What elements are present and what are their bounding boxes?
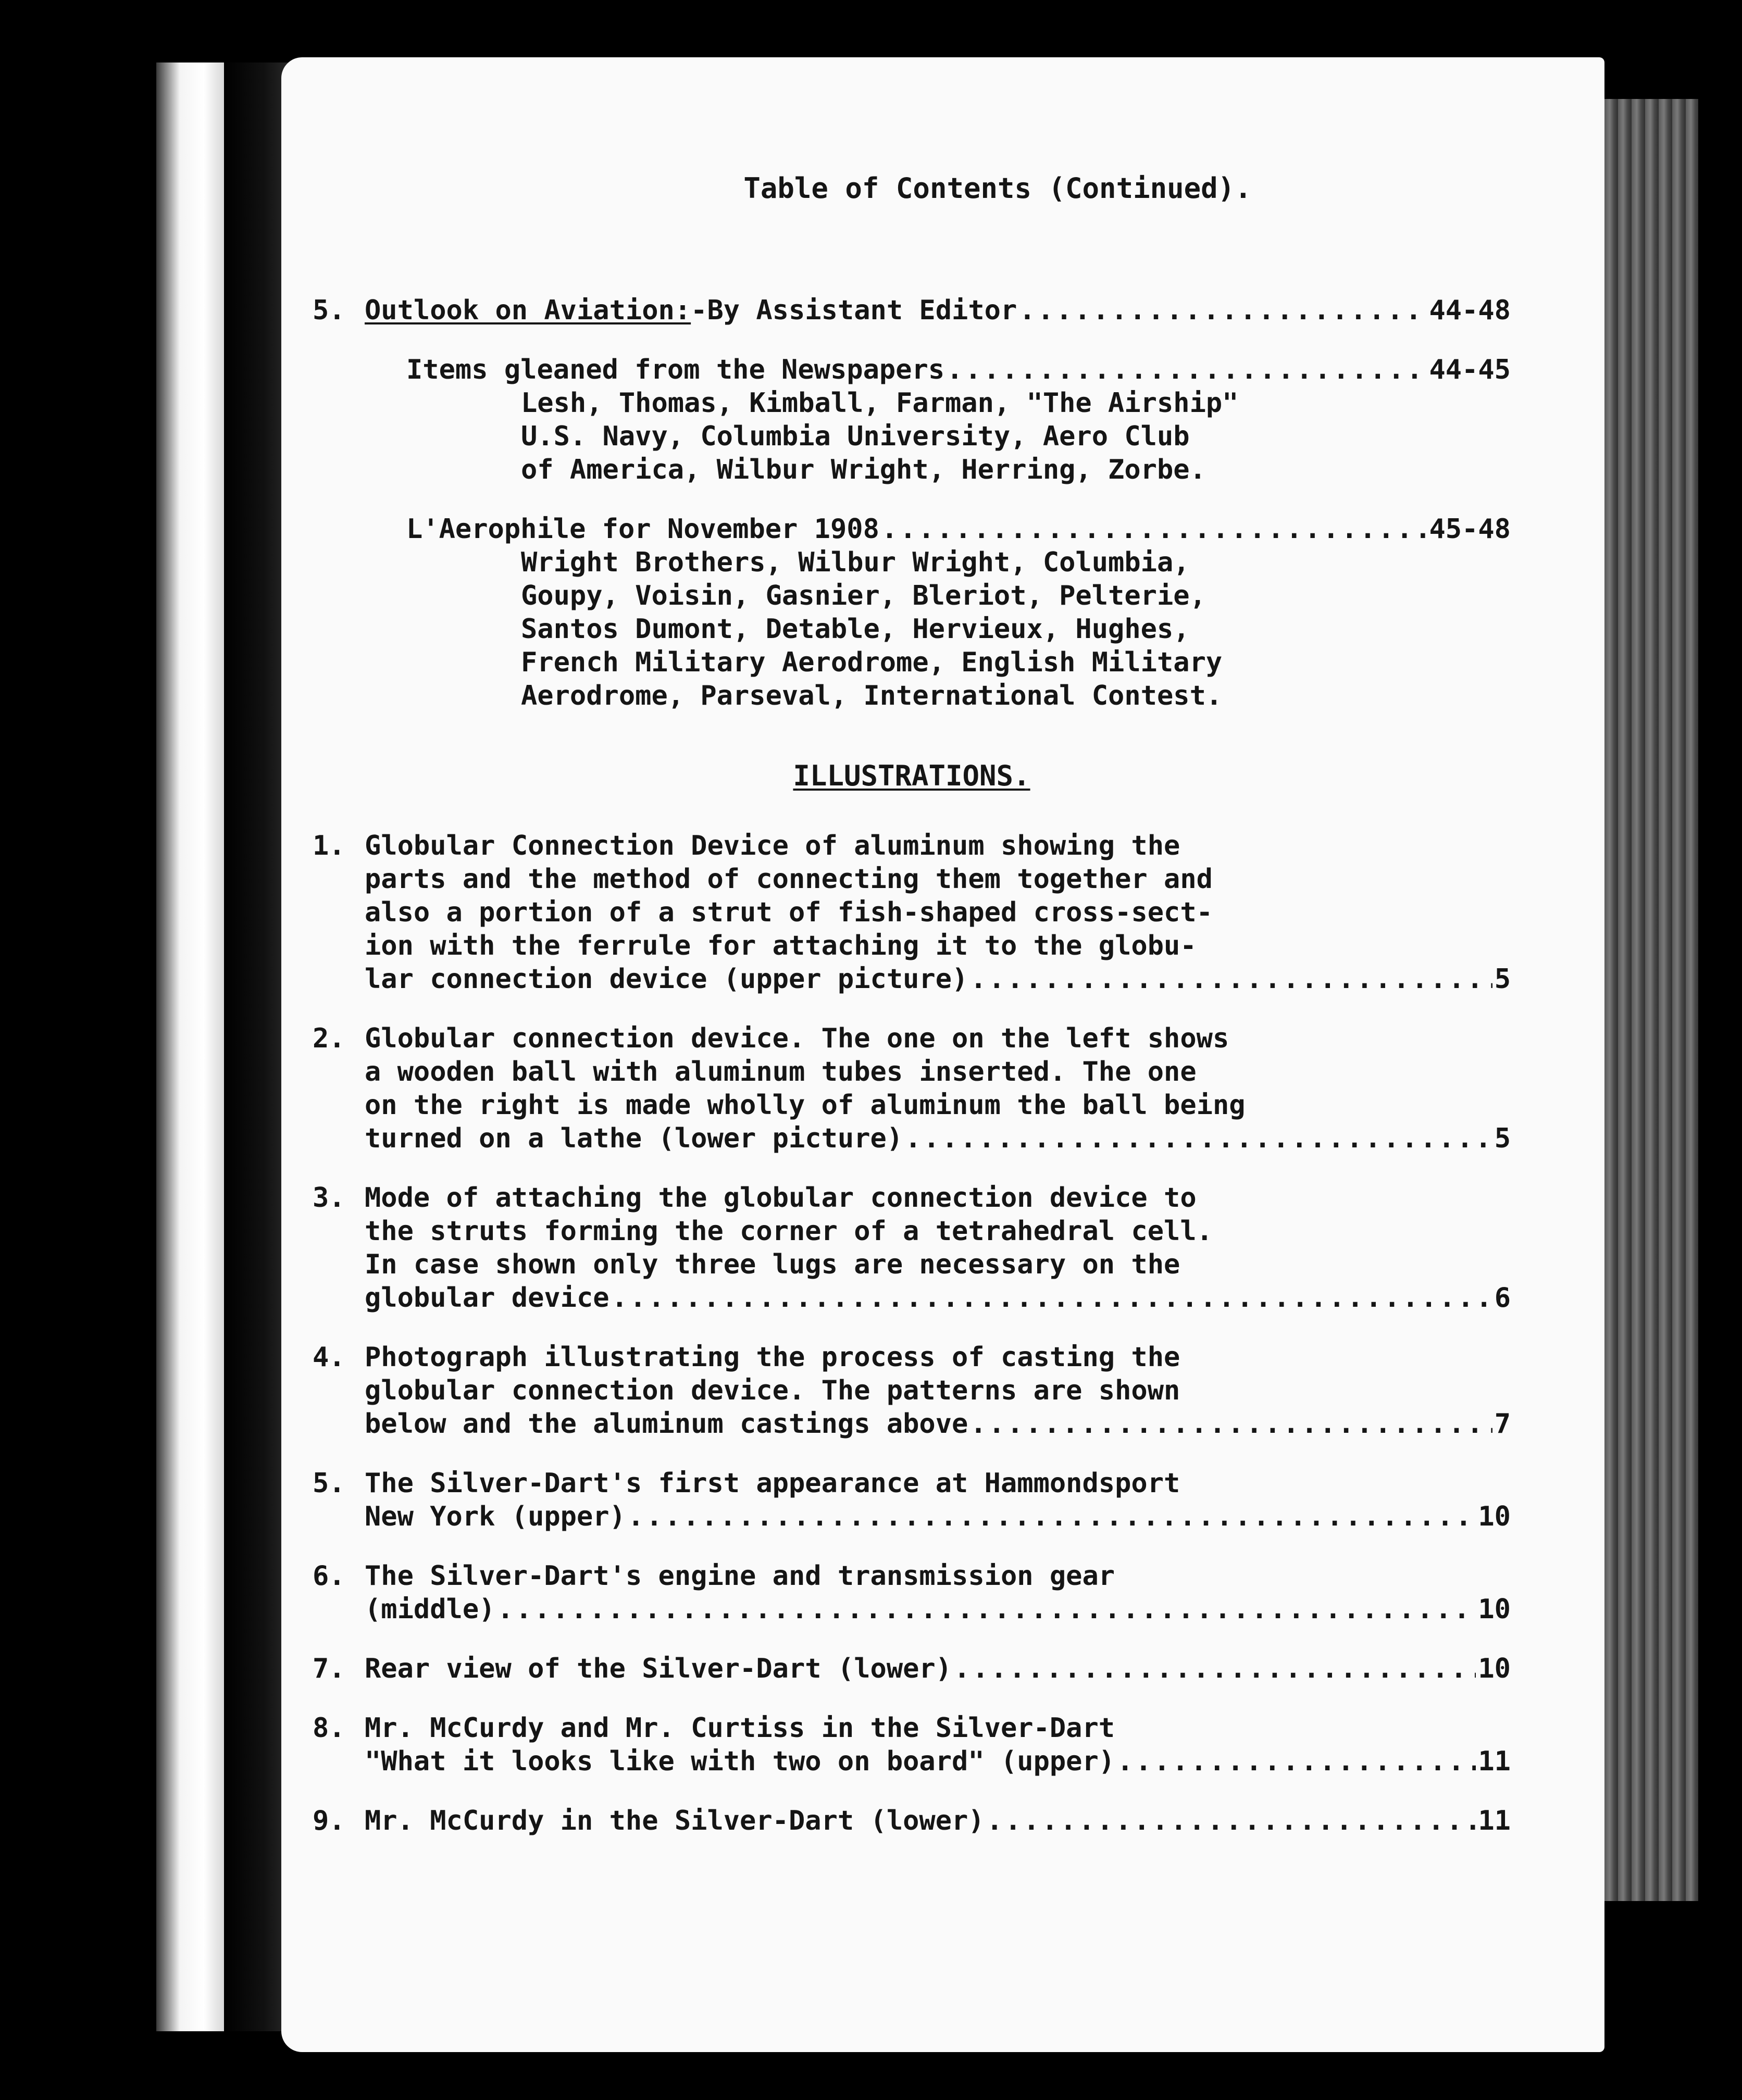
subsection-aerophile [313,512,1511,712]
subsection-pages: 45-48 [1429,514,1511,545]
illustration-page: 5 [1494,1123,1511,1154]
illustrations-heading: ILLUSTRATIONS. [793,759,1030,792]
entry-pages: 44-48 [1429,295,1511,326]
contents-entry-5 [313,294,1511,327]
illustration-caption-line: ion with the ferrule for attaching it to the globu- [365,930,1197,961]
illustration-page: 11 [1478,1746,1511,1777]
illustration-number: 6. [313,1560,345,1592]
illustration-caption-line: Globular Connection Device of aluminum showing the [365,830,1180,861]
illustration-caption-line: on the right is made wholly of aluminum the ball being [365,1090,1246,1121]
dot-leader [497,1593,1476,1626]
illustration-page: 10 [1478,1501,1511,1532]
illustration-caption-line: a wooden ball with aluminum tubes inserted. The one [365,1056,1197,1088]
illustration-caption-line: Mr. McCurdy and Mr. Curtiss in the Silver-Dart [365,1713,1115,1744]
illustration-number: 4. [313,1342,345,1373]
illustration-number: 8. [313,1713,345,1744]
illustration-caption-line: Mr. McCurdy in the Silver-Dart (lower) [365,1805,985,1836]
dot-leader [905,1122,1492,1155]
illustration-entry [313,1804,1511,1838]
page-text [313,172,1511,1864]
illustration-caption-line: The Silver-Dart's first appearance at Hammondsport [365,1468,1180,1499]
dot-leader [954,1652,1476,1685]
illustration-number: 2. [313,1023,345,1054]
illustration-page: 6 [1494,1282,1511,1314]
entry-heading: Outlook on Aviation: [365,295,691,326]
left-page-edge [156,63,224,2031]
dot-leader [970,963,1492,996]
illustration-page: 7 [1494,1408,1511,1440]
right-page-edges [1604,99,1698,1901]
illustration-number: 7. [313,1653,345,1684]
subsection-detail: Aerodrome, Parseval, International Contest. [521,680,1223,711]
subsection-detail: Lesh, Thomas, Kimball, Farman, "The Airship" [521,388,1239,419]
subsection-detail: Goupy, Voisin, Gasnier, Bleriot, Pelterie, [521,580,1206,611]
illustration-caption-line: globular device [365,1282,609,1314]
illustration-entry [313,829,1511,996]
illustration-number: 1. [313,830,345,861]
dot-leader [1019,294,1427,327]
illustration-number: 9. [313,1805,345,1836]
illustration-entry [313,1467,1511,1533]
dot-leader [970,1407,1492,1441]
dot-leader [947,353,1427,386]
illustration-entry [313,1181,1511,1315]
illustration-caption-line: "What it looks like with two on board" (upper) [365,1746,1115,1777]
dot-leader [612,1281,1492,1315]
illustration-caption-line: parts and the method of connecting them together and [365,864,1213,895]
illustration-entry [313,1652,1511,1685]
illustration-entry [313,1341,1511,1441]
dot-leader [1117,1745,1476,1778]
illustration-page: 10 [1478,1594,1511,1625]
illustration-page: 11 [1478,1805,1511,1836]
entry-heading-rest: -By Assistant Editor [691,295,1017,326]
subsection-pages: 44-45 [1429,354,1511,385]
illustration-caption-line: turned on a lathe (lower picture) [365,1123,903,1154]
illustration-page: 5 [1494,964,1511,995]
illustration-caption-line: lar connection device (upper picture) [365,964,968,995]
illustration-entry [313,1022,1511,1155]
dot-leader [881,512,1427,546]
subsection-detail: U.S. Navy, Columbia University, Aero Club [521,421,1190,452]
illustration-caption-line: Rear view of the Silver-Dart (lower) [365,1653,952,1684]
illustration-caption-line: In case shown only three lugs are necessary on the [365,1249,1180,1280]
subsection-detail: of America, Wilbur Wright, Herring, Zorbe. [521,454,1206,485]
illustration-caption-line: Photograph illustrating the process of casting the [365,1342,1180,1373]
illustration-caption-line: globular connection device. The patterns are shown [365,1375,1180,1406]
dot-leader [628,1500,1476,1533]
illustration-caption-line: also a portion of a strut of fish-shaped cross-sect- [365,897,1213,928]
illustration-caption-line: New York (upper) [365,1501,626,1532]
illustration-caption-line: the struts forming the corner of a tetrahedral cell. [365,1216,1213,1247]
illustration-entry [313,1711,1511,1778]
illustration-caption-line: (middle) [365,1594,495,1625]
entry-number: 5. [313,295,345,326]
illustration-caption-line: The Silver-Dart's engine and transmission gear [365,1560,1115,1592]
subsection-title: Items gleaned from the Newspapers [406,354,945,385]
subsection-detail: Wright Brothers, Wilbur Wright, Columbia, [521,547,1190,578]
illustration-number: 5. [313,1468,345,1499]
illustration-number: 3. [313,1182,345,1214]
illustration-caption-line: Mode of attaching the globular connection device to [365,1182,1197,1214]
subsection-title: L'Aerophile for November 1908 [406,514,879,545]
illustration-caption-line: Globular connection device. The one on the left shows [365,1023,1229,1054]
subsection-detail: Santos Dumont, Detable, Hervieux, Hughes, [521,614,1190,645]
illustration-entry [313,1559,1511,1626]
dot-leader [987,1804,1476,1838]
subsection-detail: French Military Aerodrome, English Military [521,647,1223,678]
page-title: Table of Contents (Continued). [743,172,1252,205]
illustrations-list [313,829,1511,1838]
illustration-caption-line: below and the aluminum castings above [365,1408,968,1440]
subsection-newspapers [313,353,1511,486]
illustration-page: 10 [1478,1653,1511,1684]
